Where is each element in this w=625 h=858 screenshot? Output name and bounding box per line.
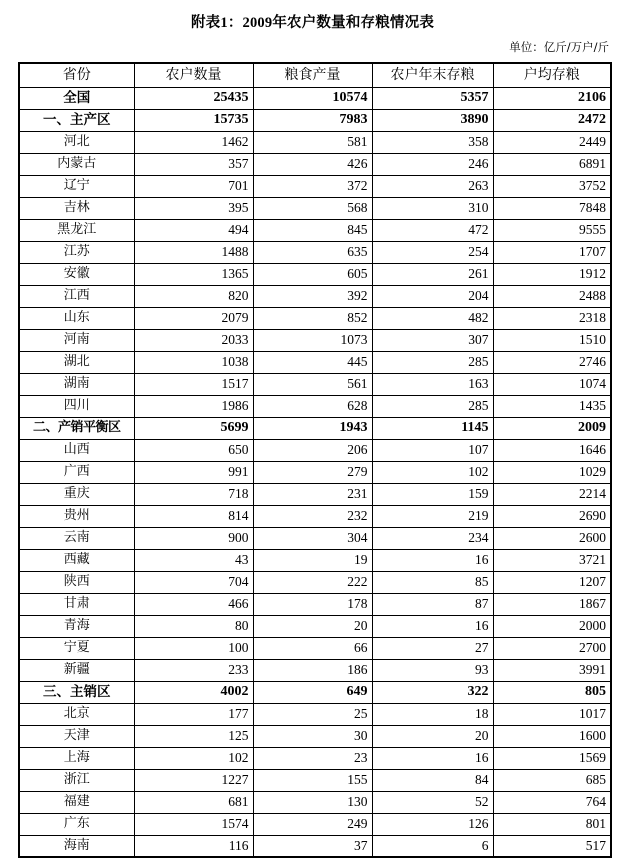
cell-avg-stock: 1029 [493,461,611,483]
cell-yearend-stock: 16 [372,549,493,571]
cell-province: 广东 [19,813,134,835]
cell-province: 北京 [19,703,134,725]
table-body [19,87,611,857]
cell-households: 177 [134,703,253,725]
cell-province: 陕西 [19,571,134,593]
table-row [19,351,611,373]
cell-output: 186 [253,659,372,681]
cell-output: 232 [253,505,372,527]
cell-province: 辽宁 [19,175,134,197]
cell-avg-stock: 1510 [493,329,611,351]
table-row [19,483,611,505]
cell-output: 23 [253,747,372,769]
cell-province: 浙江 [19,769,134,791]
cell-avg-stock: 2600 [493,527,611,549]
cell-avg-stock: 2449 [493,131,611,153]
cell-output: 392 [253,285,372,307]
cell-yearend-stock: 20 [372,725,493,747]
cell-output: 206 [253,439,372,461]
cell-province: 甘肃 [19,593,134,615]
cell-households: 1227 [134,769,253,791]
table-row [19,87,611,109]
cell-province: 吉林 [19,197,134,219]
cell-output: 445 [253,351,372,373]
cell-province: 河北 [19,131,134,153]
cell-avg-stock: 764 [493,791,611,813]
cell-avg-stock: 685 [493,769,611,791]
cell-output: 130 [253,791,372,813]
cell-yearend-stock: 18 [372,703,493,725]
cell-province: 广西 [19,461,134,483]
cell-avg-stock: 1569 [493,747,611,769]
cell-avg-stock: 801 [493,813,611,835]
table-row [19,637,611,659]
cell-province: 山西 [19,439,134,461]
cell-households: 4002 [134,681,253,703]
cell-avg-stock: 2318 [493,307,611,329]
cell-output: 178 [253,593,372,615]
cell-yearend-stock: 6 [372,835,493,857]
cell-avg-stock: 3752 [493,175,611,197]
cell-province: 安徽 [19,263,134,285]
cell-households: 1488 [134,241,253,263]
cell-households: 2033 [134,329,253,351]
cell-output: 568 [253,197,372,219]
cell-yearend-stock: 254 [372,241,493,263]
cell-households: 814 [134,505,253,527]
cell-yearend-stock: 5357 [372,87,493,109]
cell-avg-stock: 2106 [493,87,611,109]
cell-province: 海南 [19,835,134,857]
cell-yearend-stock: 107 [372,439,493,461]
cell-yearend-stock: 16 [372,615,493,637]
cell-households: 991 [134,461,253,483]
cell-output: 30 [253,725,372,747]
column-header-households: 农户数量 [134,63,253,87]
cell-avg-stock: 1912 [493,263,611,285]
cell-yearend-stock: 126 [372,813,493,835]
cell-output: 628 [253,395,372,417]
column-header-output: 粮食产量 [253,63,372,87]
table-row [19,747,611,769]
cell-avg-stock: 1207 [493,571,611,593]
cell-households: 820 [134,285,253,307]
cell-output: 231 [253,483,372,505]
cell-province: 三、主销区 [19,681,134,703]
cell-yearend-stock: 263 [372,175,493,197]
cell-avg-stock: 9555 [493,219,611,241]
column-header-yearend-stock: 农户年末存粮 [372,63,493,87]
cell-output: 222 [253,571,372,593]
cell-output: 845 [253,219,372,241]
cell-yearend-stock: 163 [372,373,493,395]
cell-households: 125 [134,725,253,747]
table-row [19,263,611,285]
cell-yearend-stock: 102 [372,461,493,483]
table-row [19,395,611,417]
cell-households: 1462 [134,131,253,153]
cell-output: 852 [253,307,372,329]
cell-province: 宁夏 [19,637,134,659]
cell-yearend-stock: 261 [372,263,493,285]
cell-avg-stock: 1600 [493,725,611,747]
table-row [19,769,611,791]
cell-output: 20 [253,615,372,637]
cell-avg-stock: 2009 [493,417,611,439]
cell-households: 1365 [134,263,253,285]
table-row [19,109,611,131]
cell-yearend-stock: 482 [372,307,493,329]
cell-yearend-stock: 204 [372,285,493,307]
cell-province: 福建 [19,791,134,813]
cell-households: 43 [134,549,253,571]
cell-province: 贵州 [19,505,134,527]
cell-province: 云南 [19,527,134,549]
cell-output: 155 [253,769,372,791]
cell-output: 605 [253,263,372,285]
table-row [19,505,611,527]
cell-avg-stock: 2488 [493,285,611,307]
farmer-grain-table [18,62,612,858]
cell-output: 635 [253,241,372,263]
cell-households: 100 [134,637,253,659]
cell-yearend-stock: 87 [372,593,493,615]
cell-households: 1574 [134,813,253,835]
cell-yearend-stock: 285 [372,395,493,417]
cell-output: 7983 [253,109,372,131]
table-row [19,703,611,725]
cell-yearend-stock: 27 [372,637,493,659]
cell-households: 466 [134,593,253,615]
table-row [19,241,611,263]
cell-yearend-stock: 246 [372,153,493,175]
cell-households: 357 [134,153,253,175]
cell-avg-stock: 2746 [493,351,611,373]
cell-households: 1517 [134,373,253,395]
cell-households: 116 [134,835,253,857]
cell-yearend-stock: 84 [372,769,493,791]
table-row [19,285,611,307]
cell-avg-stock: 1646 [493,439,611,461]
cell-province: 湖北 [19,351,134,373]
data-table-container [18,62,610,858]
cell-output: 10574 [253,87,372,109]
cell-households: 718 [134,483,253,505]
cell-avg-stock: 1707 [493,241,611,263]
cell-province: 青海 [19,615,134,637]
cell-avg-stock: 805 [493,681,611,703]
cell-yearend-stock: 358 [372,131,493,153]
cell-output: 249 [253,813,372,835]
cell-yearend-stock: 285 [372,351,493,373]
cell-province: 全国 [19,87,134,109]
cell-province: 重庆 [19,483,134,505]
column-header-avg-stock: 户均存粮 [493,63,611,87]
cell-province: 湖南 [19,373,134,395]
cell-households: 900 [134,527,253,549]
table-row [19,461,611,483]
table-row [19,417,611,439]
cell-avg-stock: 1435 [493,395,611,417]
cell-province: 江西 [19,285,134,307]
cell-households: 25435 [134,87,253,109]
table-row [19,175,611,197]
cell-avg-stock: 1867 [493,593,611,615]
cell-output: 426 [253,153,372,175]
cell-avg-stock: 2214 [493,483,611,505]
cell-households: 5699 [134,417,253,439]
cell-yearend-stock: 93 [372,659,493,681]
cell-avg-stock: 1017 [493,703,611,725]
table-row [19,681,611,703]
cell-province: 内蒙古 [19,153,134,175]
cell-households: 1038 [134,351,253,373]
table-header [19,63,611,87]
cell-output: 25 [253,703,372,725]
cell-households: 395 [134,197,253,219]
cell-households: 80 [134,615,253,637]
cell-output: 1073 [253,329,372,351]
table-row [19,153,611,175]
cell-households: 233 [134,659,253,681]
column-header-province: 省份 [19,63,134,87]
cell-avg-stock: 2690 [493,505,611,527]
table-row [19,813,611,835]
cell-households: 494 [134,219,253,241]
cell-yearend-stock: 52 [372,791,493,813]
cell-province: 黑龙江 [19,219,134,241]
cell-province: 山东 [19,307,134,329]
page-title: 附表1：2009年农户数量和存粮情况表 [190,15,435,31]
cell-households: 704 [134,571,253,593]
cell-yearend-stock: 1145 [372,417,493,439]
cell-province: 四川 [19,395,134,417]
cell-households: 2079 [134,307,253,329]
cell-output: 649 [253,681,372,703]
cell-output: 581 [253,131,372,153]
table-row [19,329,611,351]
cell-yearend-stock: 307 [372,329,493,351]
cell-province: 上海 [19,747,134,769]
cell-output: 561 [253,373,372,395]
cell-yearend-stock: 3890 [372,109,493,131]
cell-yearend-stock: 310 [372,197,493,219]
cell-yearend-stock: 234 [372,527,493,549]
unit-note: 单位：亿斤/万户/斤 [509,40,609,54]
cell-households: 1986 [134,395,253,417]
cell-avg-stock: 6891 [493,153,611,175]
table-row [19,527,611,549]
table-row [19,219,611,241]
cell-avg-stock: 3721 [493,549,611,571]
cell-yearend-stock: 16 [372,747,493,769]
cell-output: 372 [253,175,372,197]
cell-province: 一、主产区 [19,109,134,131]
table-row [19,835,611,857]
cell-avg-stock: 517 [493,835,611,857]
table-row [19,439,611,461]
cell-yearend-stock: 219 [372,505,493,527]
table-row [19,725,611,747]
cell-yearend-stock: 159 [372,483,493,505]
cell-output: 279 [253,461,372,483]
cell-output: 304 [253,527,372,549]
table-row [19,131,611,153]
cell-households: 102 [134,747,253,769]
table-row [19,615,611,637]
table-row [19,571,611,593]
cell-province: 新疆 [19,659,134,681]
cell-avg-stock: 2700 [493,637,611,659]
cell-yearend-stock: 472 [372,219,493,241]
cell-avg-stock: 2000 [493,615,611,637]
cell-province: 西藏 [19,549,134,571]
cell-avg-stock: 2472 [493,109,611,131]
cell-output: 1943 [253,417,372,439]
header-row [19,63,611,87]
table-row [19,549,611,571]
cell-output: 19 [253,549,372,571]
table-row [19,197,611,219]
cell-province: 二、产销平衡区 [19,417,134,439]
cell-output: 66 [253,637,372,659]
table-row [19,659,611,681]
cell-province: 天津 [19,725,134,747]
cell-avg-stock: 7848 [493,197,611,219]
cell-households: 701 [134,175,253,197]
cell-yearend-stock: 85 [372,571,493,593]
cell-avg-stock: 1074 [493,373,611,395]
cell-households: 15735 [134,109,253,131]
cell-households: 681 [134,791,253,813]
cell-output: 37 [253,835,372,857]
cell-province: 江苏 [19,241,134,263]
cell-avg-stock: 3991 [493,659,611,681]
table-row [19,307,611,329]
cell-yearend-stock: 322 [372,681,493,703]
table-row [19,791,611,813]
table-row [19,373,611,395]
cell-households: 650 [134,439,253,461]
cell-province: 河南 [19,329,134,351]
table-row [19,593,611,615]
